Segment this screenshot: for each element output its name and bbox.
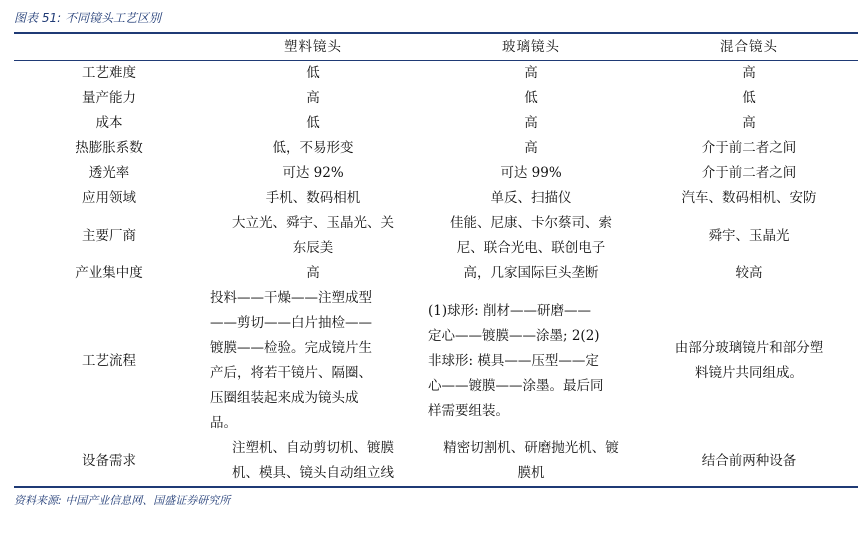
header-cell-hybrid: 混合镜头 <box>640 35 858 61</box>
cell-glass: 高，几家国际巨头垄断 <box>463 265 599 281</box>
cell-hybrid: 较高 <box>735 265 763 281</box>
cell-line: 样需要组装。 <box>428 402 509 419</box>
table-row <box>14 436 858 487</box>
row-label: 透光率 <box>88 165 130 181</box>
row-label: 应用领域 <box>82 190 136 206</box>
cell-line: (1)球形: 削材——研磨—— <box>428 302 591 319</box>
cell-line: 机、模具、镜头自动组立线 <box>232 465 394 481</box>
cell-line: 定心——镀膜——涂墨; 2(2) <box>428 327 600 344</box>
cell-plastic: 低 <box>306 115 320 131</box>
cell-line: 产后，将若干镜片、隔圈、 <box>210 365 372 381</box>
cell-line: 舜宇、玉晶光 <box>708 227 790 244</box>
cell-glass <box>422 436 640 487</box>
cell-line: 精密切割机、研磨抛光机、镀 <box>443 440 619 456</box>
cell-line: 注塑机、自动剪切机、镀膜 <box>232 440 394 456</box>
cell-glass: 高 <box>524 65 538 81</box>
table-body <box>14 61 858 488</box>
row-label: 量产能力 <box>82 90 136 106</box>
header-cell-empty <box>14 35 204 61</box>
table-row <box>14 161 858 186</box>
cell-line: 尼、联合光电、联创电子 <box>456 240 606 256</box>
cell-hybrid: 高 <box>742 65 756 81</box>
table-row <box>14 136 858 161</box>
cell-plastic: 高 <box>306 265 320 281</box>
table-caption: 图表 51: 不同镜头工艺区别 <box>14 11 161 25</box>
cell-glass: 低 <box>524 90 538 106</box>
table-row <box>14 286 858 436</box>
cell-plastic <box>204 211 422 261</box>
cell-hybrid: 介于前二者之间 <box>701 165 797 181</box>
row-label: 热膨胀系数 <box>75 140 143 156</box>
cell-line: 结合前两种设备 <box>701 452 797 469</box>
cell-glass <box>422 211 640 261</box>
row-label: 工艺流程 <box>82 352 136 369</box>
table-row <box>14 86 858 111</box>
table-row <box>14 61 858 87</box>
cell-line: 投料——干燥——注塑成型 <box>210 290 372 306</box>
cell-line: ——剪切——白片抽检—— <box>210 315 372 331</box>
table-row <box>14 261 858 286</box>
cell-glass: 可达 99% <box>500 165 562 181</box>
cell-line: 佳能、尼康、卡尔蔡司、索 <box>450 215 612 231</box>
cell-plastic: 可达 92% <box>282 165 344 181</box>
header-row <box>14 35 858 61</box>
cell-hybrid <box>640 286 858 436</box>
cell-glass: 单反、扫描仪 <box>490 190 572 206</box>
cell-plastic <box>204 436 422 487</box>
row-label: 设备需求 <box>14 436 204 487</box>
row-label: 主要厂商 <box>82 227 136 244</box>
cell-line: 心——镀膜——涂墨。最后同 <box>428 377 604 394</box>
cell-line: 膜机 <box>517 465 545 481</box>
cell-line: 压圈组装起来成为镜头成 <box>210 390 359 406</box>
cell-hybrid <box>640 211 858 261</box>
table-row <box>14 186 858 211</box>
cell-hybrid <box>640 436 858 487</box>
cell-glass: 高 <box>524 140 538 156</box>
cell-plastic: 高 <box>306 90 320 106</box>
row-label: 工艺难度 <box>82 65 136 81</box>
caption-divider <box>14 32 858 34</box>
cell-line: 料镜片共同组成。 <box>695 365 803 381</box>
table-row <box>14 111 858 136</box>
header-cell-glass: 玻璃镜头 <box>422 35 640 61</box>
cell-plastic <box>204 286 422 436</box>
cell-line: 品。 <box>210 415 237 431</box>
cell-hybrid: 汽车、数码相机、安防 <box>681 190 817 206</box>
cell-line: 非球形: 模具——压型——定 <box>428 352 599 369</box>
cell-plastic: 手机、数码相机 <box>265 190 361 206</box>
table-row <box>14 211 858 261</box>
cell-plastic: 低，不易形变 <box>272 140 354 156</box>
row-label: 产业集中度 <box>75 265 143 281</box>
cell-glass: 高 <box>524 115 538 131</box>
cell-line: 镀膜——检验。完成镜片生 <box>210 340 372 356</box>
comparison-table <box>14 35 858 488</box>
row-label: 成本 <box>95 115 123 131</box>
cell-hybrid: 介于前二者之间 <box>701 140 797 156</box>
cell-line: 大立光、舜宇、玉晶光、关 <box>232 215 394 231</box>
cell-plastic: 低 <box>306 65 320 81</box>
cell-glass <box>422 286 640 436</box>
header-cell-plastic: 塑料镜头 <box>204 35 422 61</box>
cell-line: 由部分玻璃镜片和部分塑 <box>674 340 824 356</box>
cell-hybrid: 低 <box>742 90 756 106</box>
cell-hybrid: 高 <box>742 115 756 131</box>
source-note: 资料来源: 中国产业信息网、国盛证券研究所 <box>14 494 231 507</box>
cell-line: 东辰美 <box>292 240 334 256</box>
